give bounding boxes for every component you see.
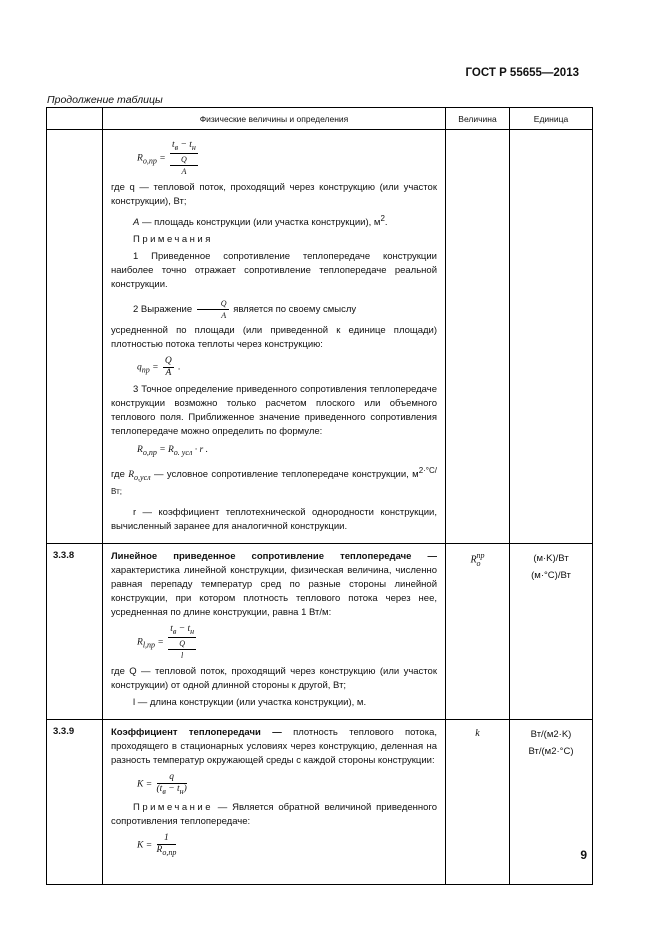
quantity-symbol: R пр о [446,544,510,720]
table-row [47,544,593,720]
table-continuation-caption: Продолжение таблицы [47,94,163,106]
definition-cell [103,544,446,720]
header-code-cell [47,108,103,130]
table-row [47,720,593,885]
table-header-row [47,108,593,130]
term-code: 3.3.9 [47,720,103,885]
page-number: 9 [580,848,587,862]
formula-qpr: $q_{пр}$ = $\frac{Q}{A}$ . [137,356,181,379]
term-code: 3.3.8 [47,544,103,720]
document-header: ГОСТ Р 55655—2013 [465,67,579,79]
term-definition: Коэффициент теплопередачи — плотность теплового потока, проходящего в стационарных условиях через конструкцию, деленная на разность температур окружающей среды с каждой стороны конструкции: [111,727,438,767]
formula-ro-pr-approx: $R_{о,пр} = R_{о. усл} \cdot r$ . [137,445,208,457]
r-coefficient-text: r — коэффициент теплотехнической однородности конструкции, вычисленный заранее для аналогичной конструкции. [111,507,437,533]
formula-rl-pr: $R_{l,пр}$ = $t_в - t_н$ Q l [137,624,195,661]
formula-k-inverse: K = 1 $R_{о,пр}$ [137,832,177,857]
quantity-symbol: k [446,720,510,885]
unit-secondary: Вт/(м2·°С) [528,746,574,758]
code-cell [47,130,103,544]
definition-cell [103,720,446,885]
unit-primary: Вт/(м2·K) [530,729,572,741]
unit-cell [510,130,593,544]
unit-primary: (м·K)/Вт [533,553,569,565]
term-definition: Линейное приведенное сопротивление теплопередаче — характеристика линейной конструкции, физическая величина, численно равная перепаду температур сред по разные стороны линейной конструкции, при котором плотность теплового потока через нее, усредненная по длине конструкции, равна 1 Вт/м: [111,551,437,619]
formula-k: K = q $(t_в - t_н)$ [137,772,187,796]
header-definition: Физические величины и определения [103,108,446,130]
formula-ro-pr: $R_{о,пр}$ = $t_в - t_н$ Q A [137,140,196,176]
note-1: 1 Приведенное сопротивление теплопередаче конструкции наиболее точно отражает сопротивление теплопередаче реальной конструкции. [111,251,437,291]
note-k: Примечание — Является обратной величиной приведенного сопротивления теплопередаче: [111,801,437,827]
quantity-cell [446,130,510,544]
where-q-text: где Q — тепловой поток, проходящий через конструкцию (или участок конструкции) от одной длинной стороны к другой, Вт; [111,666,437,692]
unit-values [510,544,593,720]
definition-cell [103,130,446,544]
length-text: l — длина конструкции (или участка конструкции), м. [133,697,367,709]
header-quantity: Величина [446,108,510,130]
definitions-table [46,107,593,885]
table-row [47,130,593,544]
note-3: 3 Точное определение приведенного сопротивления теплопередаче конструкции возможно только расчетом плоского или объемного теплового поля. Приближенное значение приведенного сопротивления теплопередаче можно определить по формуле: [111,384,437,438]
notes-title: Примечания [133,234,213,246]
area-text: A — площадь конструкции (или участка конструкции), $м^2$. [133,213,388,229]
note-2-text: усредненной по площади (или приведенной к единице площади) плотностью потока теплоты через конструкцию: [111,325,437,351]
header-unit: Единица [510,108,593,130]
where-q-text: где q — тепловой поток, проходящий через конструкцию (или участок конструкции), Вт; [111,181,437,207]
note-2-lead: 2 Выражение $\frac{Q}{A}$ является по своему смыслу [133,299,357,321]
unit-secondary: (м·°С)/Вт [531,570,571,582]
where-r-usl-text: где $R_{о,усл}$ — условное сопротивление теплопередаче конструкции, $м^{2\cdot^\circ С/Вт;}$ [111,465,437,496]
